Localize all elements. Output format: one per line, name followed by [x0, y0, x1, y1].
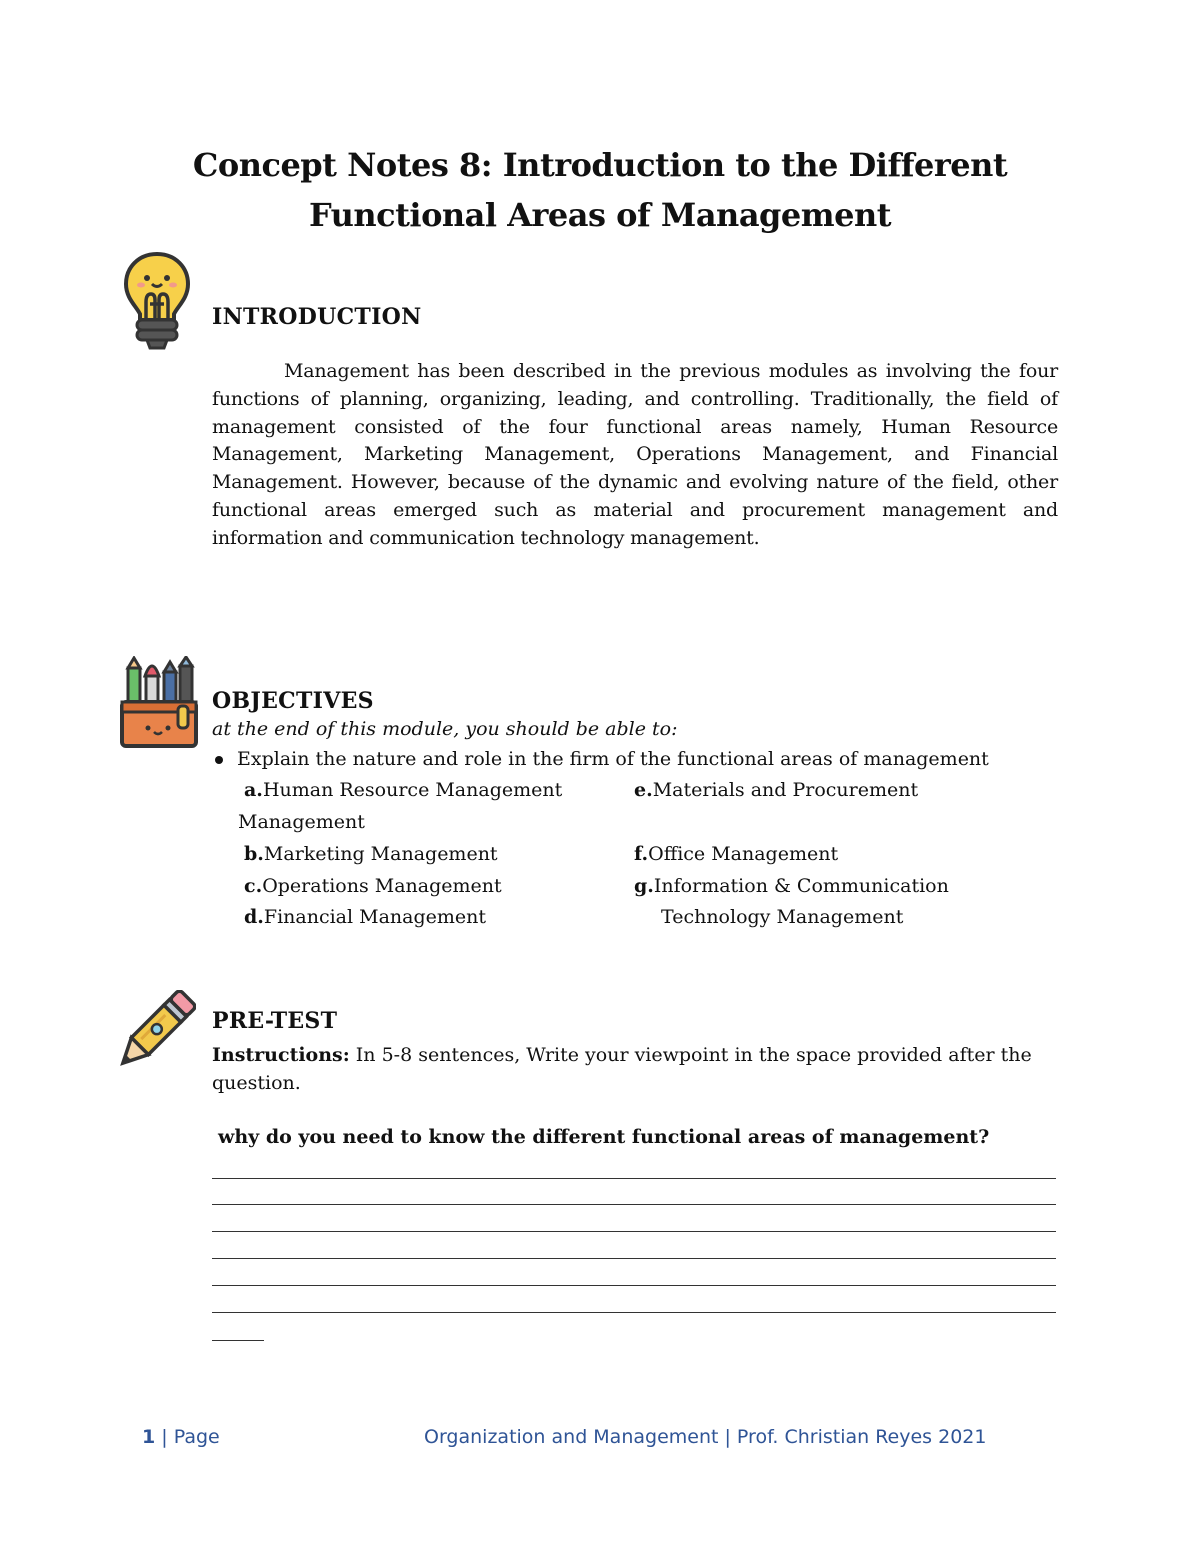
footer-page: [142, 1426, 220, 1448]
item-text: Information & Communication: [653, 875, 949, 897]
pretest-question: why do you need to know the different functional areas of management?: [218, 1126, 990, 1148]
objective-item-f: [634, 843, 838, 865]
objective-item-c: [244, 875, 502, 897]
item-letter: a.: [244, 779, 263, 801]
objectives-subtitle: at the end of this module, you should be able to:: [212, 718, 678, 740]
answer-line[interactable]: [212, 1178, 1056, 1179]
item-text: Operations Management: [262, 875, 502, 897]
lightbulb-icon: [120, 248, 194, 350]
objective-item-g: [634, 875, 949, 897]
objectives-heading: OBJECTIVES: [212, 688, 374, 714]
item-letter: e.: [634, 779, 653, 801]
page-title: [0, 140, 1200, 240]
pencil-case-icon: [118, 656, 200, 750]
item-text: Office Management: [648, 843, 839, 865]
item-letter: c.: [244, 875, 263, 897]
pencil-icon: [112, 990, 196, 1074]
bullet-text: Explain the nature and role in the firm of the functional areas of management: [237, 748, 989, 770]
introduction-paragraph: Management has been described in the previous modules as involving the four functions of planning, organizing, leading, and controlling. Traditionally, the field of management consisted of the four functional areas namely, Human Resource Management, Marketing Management, Operations Management, and Financial Management. However, because of the dynamic and evolving nature of the field, other functional areas emerged such as material and procurement management and information and communication technology management.: [212, 360, 1058, 549]
answer-line[interactable]: [212, 1258, 1056, 1259]
item-text: Human Resource Management: [262, 779, 563, 801]
introduction-heading: INTRODUCTION: [212, 304, 422, 330]
answer-line[interactable]: [212, 1231, 1056, 1232]
title-line-2: Functional Areas of Management: [308, 196, 892, 234]
instructions-text: In 5-8 sentences, Write your viewpoint in the space provided after the question.: [212, 1044, 1032, 1094]
objective-item-b: [244, 843, 498, 865]
item-letter: f.: [634, 843, 649, 865]
page-number: 1: [142, 1426, 156, 1448]
item-text: Management: [238, 811, 365, 833]
item-letter: b.: [244, 843, 264, 865]
pretest-instructions: [212, 1041, 1062, 1097]
answer-line[interactable]: [212, 1340, 264, 1341]
objective-item-e: [634, 779, 918, 801]
item-letter: g.: [634, 875, 654, 897]
title-line-1: Concept Notes 8: Introduction to the Different: [192, 146, 1008, 184]
objective-item-a-cont: [238, 811, 365, 833]
item-letter: d.: [244, 906, 264, 928]
item-text: Materials and Procurement: [652, 779, 919, 801]
pretest-heading: PRE-TEST: [212, 1008, 338, 1034]
answer-line[interactable]: [212, 1285, 1056, 1286]
objectives-bullet: [212, 748, 989, 770]
item-text: Financial Management: [263, 906, 487, 928]
objective-item-a: [244, 779, 562, 801]
footer-course: Organization and Management | Prof. Christian Reyes 2021: [424, 1426, 987, 1448]
item-text: Marketing Management: [263, 843, 498, 865]
bullet-icon: [215, 756, 223, 764]
instructions-label: Instructions:: [212, 1044, 350, 1066]
item-text: Technology Management: [661, 906, 904, 928]
page-label: | Page: [155, 1426, 220, 1448]
objective-item-g-cont: [661, 906, 903, 928]
objective-item-d: [244, 906, 486, 928]
answer-line[interactable]: [212, 1312, 1056, 1313]
answer-line[interactable]: [212, 1204, 1056, 1205]
